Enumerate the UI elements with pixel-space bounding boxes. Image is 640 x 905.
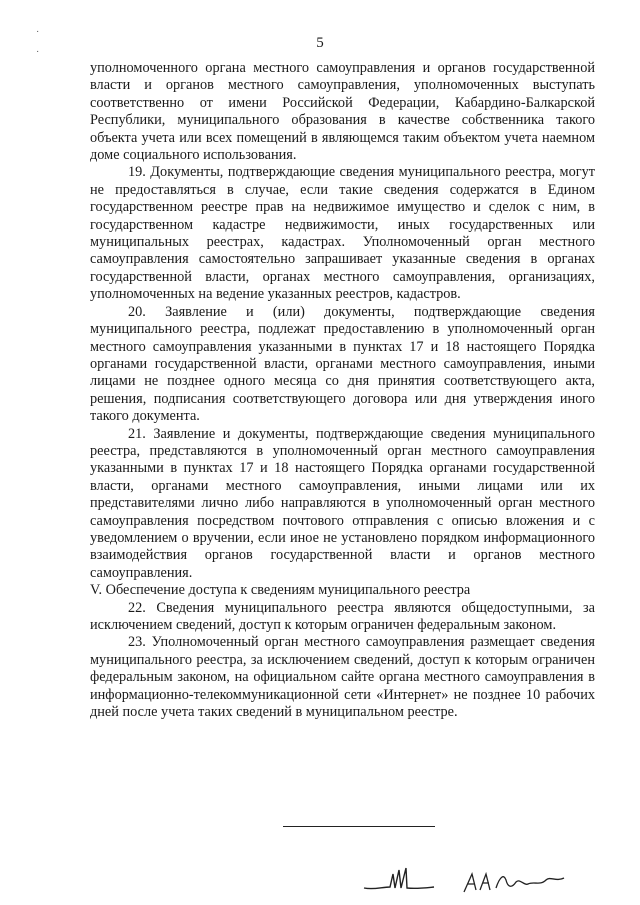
signature-area [360, 860, 580, 900]
paragraph-20: 20. Заявление и (или) документы, подтверждающие сведения муниципального реестра, подлежат предоставлению в уполномоченный орган местного самоуправления указанными в пунктах 17 и 18 настоящего Порядка органами государственной власти, органами местного самоуправления, иными лицами не позднее одного месяца со дня принятия соответствующего акта, решения, подписания соответствующего договора или дня утверждения иного такого документа. [90, 303, 595, 425]
paragraph-22: 22. Сведения муниципального реестра являются общедоступными, за исключением сведений, доступ к которым ограничен федеральным законом. [90, 599, 595, 633]
document-body [90, 60, 595, 721]
signature-mark [460, 866, 570, 896]
margin-mark: · [36, 26, 40, 37]
paragraph-19: 19. Документы, подтверждающие сведения муниципального реестра, могут не предоставляться в случае, если такие сведения содержатся в Едином государственном реестре прав на недвижимое имущество и сделок с ним, в государственном кадастре недвижимости, иных государственных или муниципальных реестрах, кадастрах. Уполномоченный орган местного самоуправления самостоятельно запрашивает указанные сведения в органах государственной власти, органах местного самоуправления, организациях, уполномоченных на ведение указанных реестров, кадастров. [90, 164, 595, 303]
margin-mark: · [36, 46, 40, 57]
signature-mark [360, 860, 440, 896]
section-heading: V. Обеспечение доступа к сведениям муниципального реестра [90, 582, 471, 599]
paragraph-continuation: уполномоченного органа местного самоуправления и органов государственной власти и органов местного самоуправления, уполномоченных выступать соответственно от имени Российской Федерации, Кабардино-Балкарской Республики, муниципального образования в качестве собственника такого объекта учета или всех помещений в являющемся таким объектом учета наемном доме социального использования. [90, 60, 595, 164]
separator-line [283, 826, 435, 827]
page-number: 5 [316, 35, 324, 51]
paragraph-23: 23. Уполномоченный орган местного самоуправления размещает сведения муниципального реестра, за исключением сведений, доступ к которым ограничен федеральным законом, на официальном сайте органа местного самоуправления в информационно-телекоммуникационной сети «Интернет» не позднее 10 рабочих дней после учета таких сведений в муниципальном реестре. [90, 634, 595, 721]
paragraph-21: 21. Заявление и документы, подтверждающие сведения муниципального реестра, представляются в уполномоченный орган местного самоуправления указанными в пунктах 17 и 18 настоящего Порядка органами государственной власти, органами местного самоуправления, иными лицами или их представителями лично либо направляются в уполномоченный орган местного самоуправления посредством почтового отправления с описью вложения и с уведомлением о вручении, если иное не установлено порядком информационного взаимодействия органов государственной власти и органов местного самоуправления. [90, 425, 595, 581]
